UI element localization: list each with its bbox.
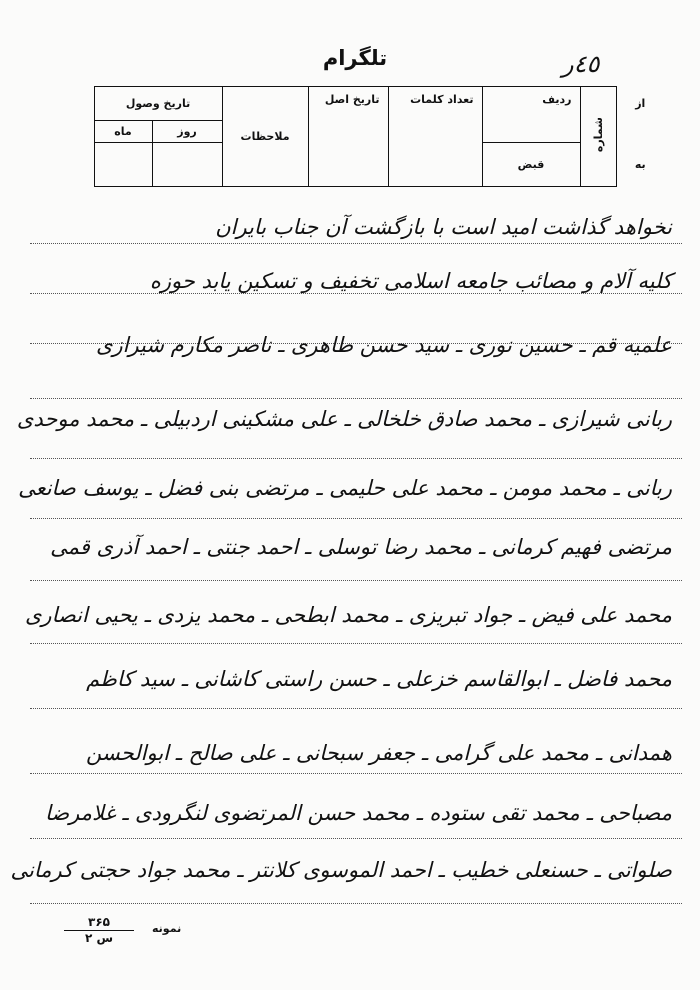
handwritten-page-number: ٤٥ر [562,50,600,78]
message-text-line: نخواهد گذاشت امید است با بازگشت آن جناب بایران [215,215,672,239]
message-line [30,350,682,399]
message-text-line: ربانی ـ محمد مومن ـ محمد علی حلیمی ـ مرتضی بنی فضل ـ یوسف صانعی [18,476,672,500]
message-text-line: همدانی ـ محمد علی گرامی ـ جعفر سبحانی ـ علی صالح ـ ابوالحسن [85,741,672,765]
message-text-line: محمد فاضل ـ ابوالقاسم خزعلی ـ حسن راستی کاشانی ـ سید کاظم [86,667,672,691]
origin-date-label: تاریخ اصل [308,87,388,187]
day-value [152,143,222,187]
message-text-line: ربانی شیرازی ـ محمد صادق خلخالی ـ علی مشکینی اردبیلی ـ محمد موحدی [16,407,672,431]
message-text-line: کلیه آلام و مصائب جامعه اسلامی تخفیف و تسکین یابد حوزه [149,269,672,293]
to-label: به [634,158,646,171]
page-title: تلگرام [322,46,388,70]
day-label: روز [152,121,222,143]
from-label: از [635,97,646,110]
message-text-line: مصباحی ـ محمد تقی ستوده ـ محمد حسن المرتضوی لنگرودی ـ غلامرضا [44,801,672,825]
message-text-line: علمیه قم ـ حسین نوری ـ سید حسن طاهری ـ ناصر مکارم شیرازی [96,333,672,357]
message-text-line: مرتضی فهیم کرمانی ـ محمد رضا توسلی ـ احمد جنتی ـ احمد آذری قمی [50,535,672,559]
number-cell [580,87,616,187]
month-label: ماه [94,121,152,143]
form-code-number: ۳۶۵ [64,915,134,931]
form-code [64,915,134,945]
message-text-line: محمد علی فیض ـ جواد تبریزی ـ محمد ابطحی ـ محمد یزدی ـ یحیی انصاری [24,603,672,627]
form-code-series: س ۲ [84,931,114,945]
month-value [94,143,152,187]
empty-left-margin [38,87,94,187]
telegram-header-table [38,86,664,187]
spacer-cell [616,121,664,143]
receipt-label: قبض [482,143,580,187]
message-text-line: صلواتی ـ حسنعلی خطیب ـ احمد الموسوی کلانتر ـ محمد جواد حجتی کرمانی [10,858,672,882]
word-count-label: تعداد کلمات [388,87,482,187]
number-label: شماره [591,117,605,153]
arrival-date-label: تاریخ وصول [94,87,222,121]
form-code-label: نمونه [152,922,182,935]
remarks-label: ملاحظات [222,87,308,187]
row-label: ردیف [482,87,580,143]
